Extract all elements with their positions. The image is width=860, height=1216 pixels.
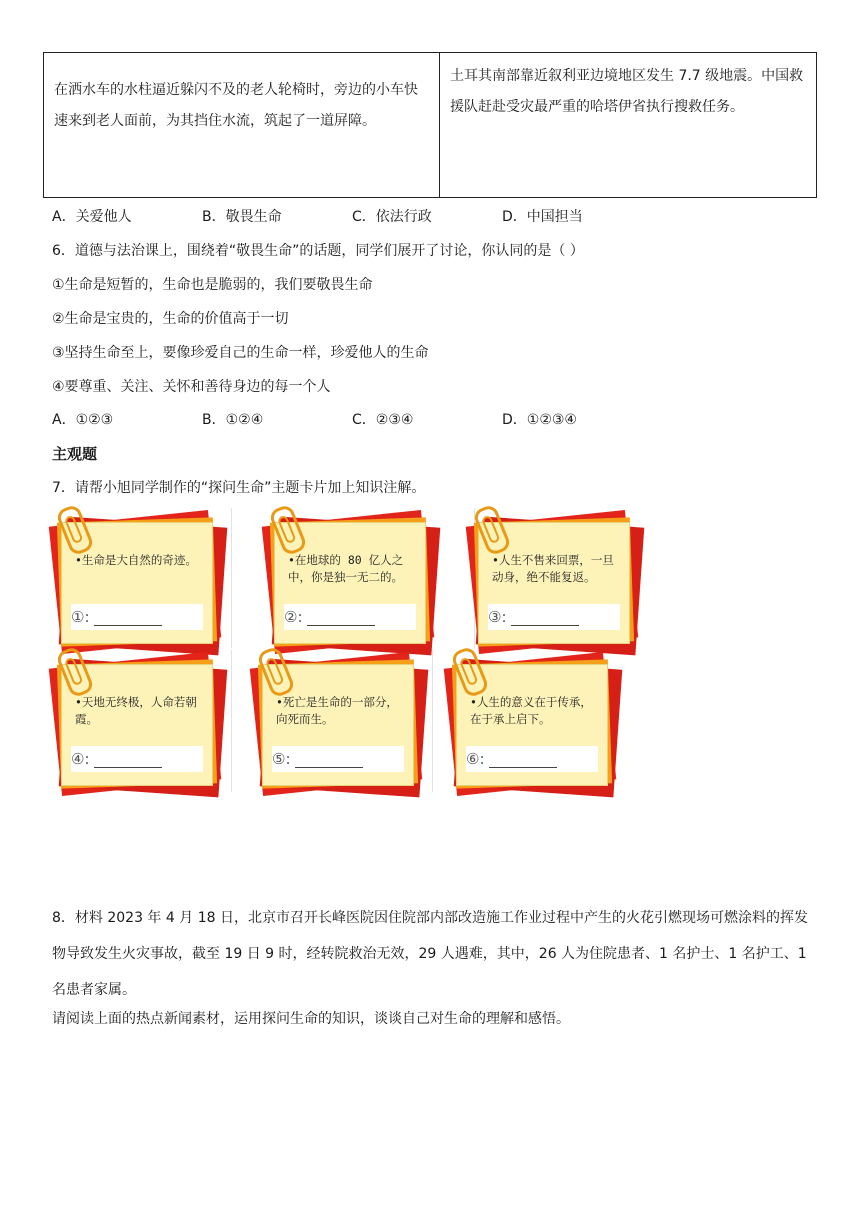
topic-card-2 <box>258 508 448 656</box>
card-text: •人生的意义在于传承，在于承上启下。 <box>470 695 592 726</box>
q6-item-4: ④要尊重、关注、关怀和善待身边的每一个人 <box>52 379 331 395</box>
card-text: •天地无终极，人命若朝霞。 <box>75 695 197 726</box>
q6-item-1: ①生命是短暂的，生命也是脆弱的，我们要敬畏生命 <box>52 277 373 293</box>
q6-option-d: D．①②③④ <box>502 412 577 428</box>
card-text: •在地球的 80 亿人之中，你是独一无二的。 <box>288 553 404 584</box>
card-answer-blank[interactable] <box>488 604 620 630</box>
card-text: •死亡是生命的一部分，向死而生。 <box>276 695 398 726</box>
topic-card-3 <box>462 508 652 656</box>
card-text: •人生不售来回票，一旦动身，绝不能复返。 <box>492 553 614 584</box>
card-answer-blank[interactable] <box>71 746 203 772</box>
card-answer-blank[interactable] <box>272 746 404 772</box>
q6-option-b: B．①②④ <box>202 412 264 428</box>
section-title: 主观题 <box>52 445 98 463</box>
material-table <box>43 52 817 198</box>
card-label: ⑥: <box>466 750 485 768</box>
card-text: •生命是大自然的奇迹。 <box>75 553 197 567</box>
card-answer-blank[interactable] <box>466 746 598 772</box>
q5-option-a: A．关爱他人 <box>52 209 132 225</box>
material-right: 土耳其南部靠近叙利亚边境地区发生 7.7 级地震。中国救援队赶赴受灾最严重的哈塔伊省执行搜救任务。 <box>440 53 817 198</box>
card-answer-blank[interactable] <box>71 604 203 630</box>
q7-stem: 7．请帮小旭同学制作的“探问生命”主题卡片加上知识注解。 <box>52 480 426 496</box>
q6-item-3: ③坚持生命至上，要像珍爱自己的生命一样，珍爱他人的生命 <box>52 345 429 361</box>
q5-option-b: B．敬畏生命 <box>202 209 282 225</box>
topic-card-1 <box>45 508 235 656</box>
q5-option-c: C．依法行政 <box>352 209 432 225</box>
card-label: ③: <box>488 608 507 626</box>
card-label: ①: <box>71 608 90 626</box>
card-label: ④: <box>71 750 90 768</box>
topic-card-5 <box>246 650 436 798</box>
card-answer-blank[interactable] <box>284 604 416 630</box>
topic-card-6 <box>440 650 630 798</box>
q6-stem: 6．道德与法治课上，围绕着“敬畏生命”的话题，同学们展开了讨论，你认同的是（ ） <box>52 243 584 259</box>
card-label: ②: <box>284 608 303 626</box>
q8-material: 8．材料 2023 年 4 月 18 日，北京市召开长峰医院因住院部内部改造施工作业过程中产生的火花引燃现场可燃涂料的挥发物导致发生火灾事故，截至 19 日 9 时，经转院救治无效，29 人遇难，其中，26 人为住院患者、1 名护士、1 名护工、1 名患者家属。 <box>52 910 808 998</box>
q5-option-d: D．中国担当 <box>502 209 583 225</box>
q6-option-a: A．①②③ <box>52 412 114 428</box>
material-left: 在洒水车的水柱逼近躲闪不及的老人轮椅时，旁边的小车快速来到老人面前，为其挡住水流，筑起了一道屏障。 <box>44 53 440 198</box>
topic-card-4 <box>45 650 235 798</box>
q6-item-2: ②生命是宝贵的，生命的价值高于一切 <box>52 311 289 327</box>
q8-prompt: 请阅读上面的热点新闻素材，运用探问生命的知识，谈谈自己对生命的理解和感悟。 <box>52 1011 570 1027</box>
card-label: ⑤: <box>272 750 291 768</box>
q6-option-c: C．②③④ <box>352 412 414 428</box>
